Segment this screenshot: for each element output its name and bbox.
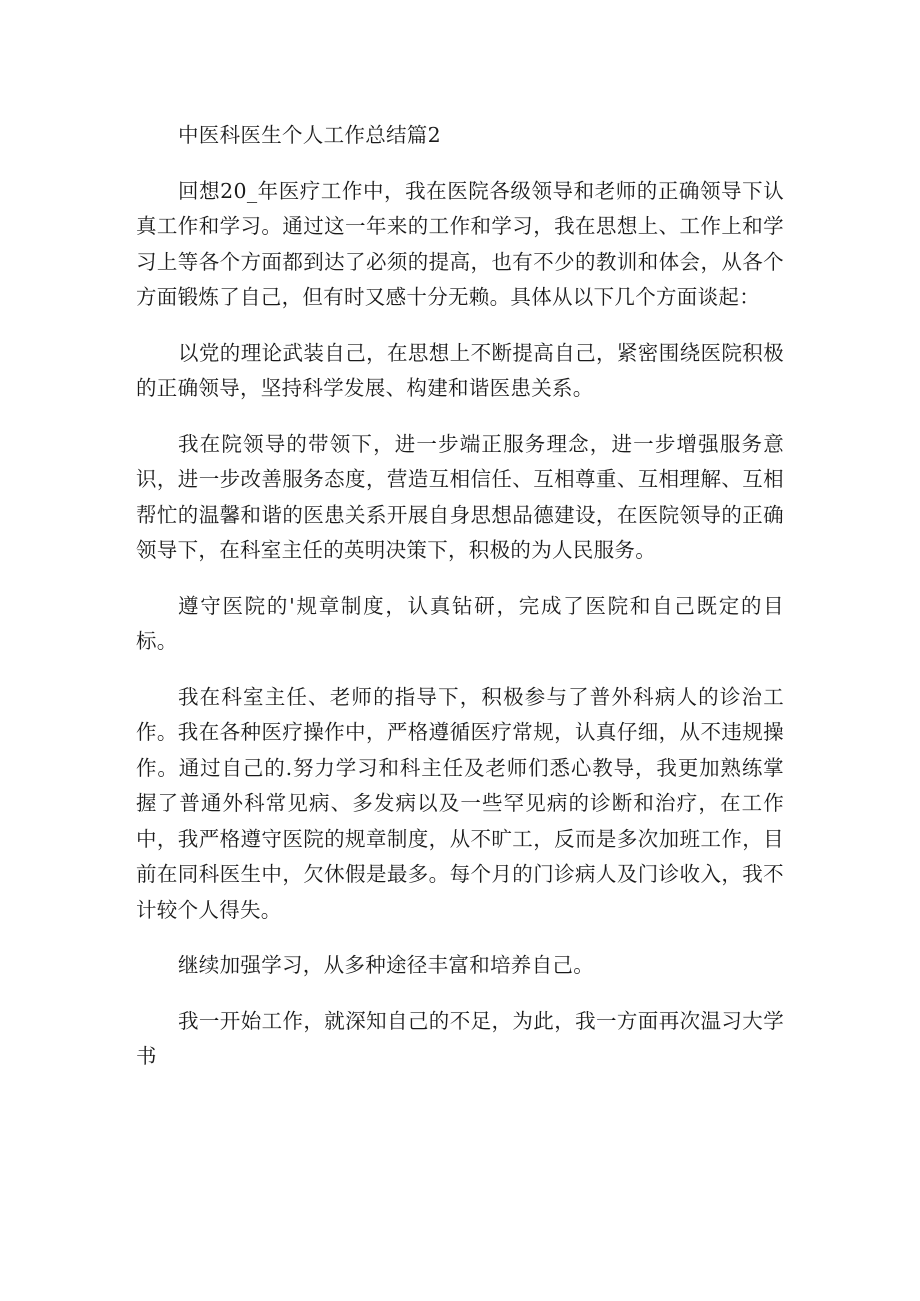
paragraph-intro: 回想20_年医疗工作中，我在医院各级领导和老师的正确领导下认真工作和学习。通过这一年来的工作和学习，我在思想上、工作上和学习上等各个方面都到达了必须的提高，也有不少的教训和体会，从各个方面锻炼了自己，但有时又感十分无赖。具体从以下几个方面谈起： [136, 178, 784, 309]
document-body [136, 118, 784, 1095]
paragraph-start-work: 我一开始工作，就深知自己的不足，为此，我一方面再次温习大学书 [136, 1008, 784, 1068]
paragraph-study: 继续加强学习，从多种途径丰富和培养自己。 [178, 953, 594, 977]
paragraph-rules: 遵守医院的'规章制度，认真钻研，完成了医院和自己既定的目标。 [136, 593, 784, 653]
paragraph-service: 我在院领导的带领下，进一步端正服务理念，进一步增强服务意识，进一步改善服务态度，营造互相信任、互相尊重、互相理解、互相帮忙的温馨和谐的医患关系开展自身思想品德建设，在医院领导的正确领导下，在科室主任的英明决策下，积极的为人民服务。 [136, 431, 784, 562]
document-title: 中医科医生个人工作总结篇2 [178, 123, 441, 147]
paragraph-clinical-work: 我在科室主任、老师的指导下，积极参与了普外科病人的诊治工作。我在各种医疗操作中，严格遵循医疗常规，认真仔细，从不违规操作。通过自己的.努力学习和科主任及老师们悉心教导，我更加熟练掌握了普通外科常见病、多发病以及一些罕见病的诊断和治疗，在工作中，我严格遵守医院的规章制度，从不旷工，反而是多次加班工作，目前在同科医生中，欠休假是最多。每个月的门诊病人及门诊收入，我不计较个人得失。 [136, 684, 784, 922]
paragraph-theory: 以党的理论武装自己，在思想上不断提高自己，紧密围绕医院积极的正确领导，坚持科学发展、构建和谐医患关系。 [136, 340, 784, 400]
